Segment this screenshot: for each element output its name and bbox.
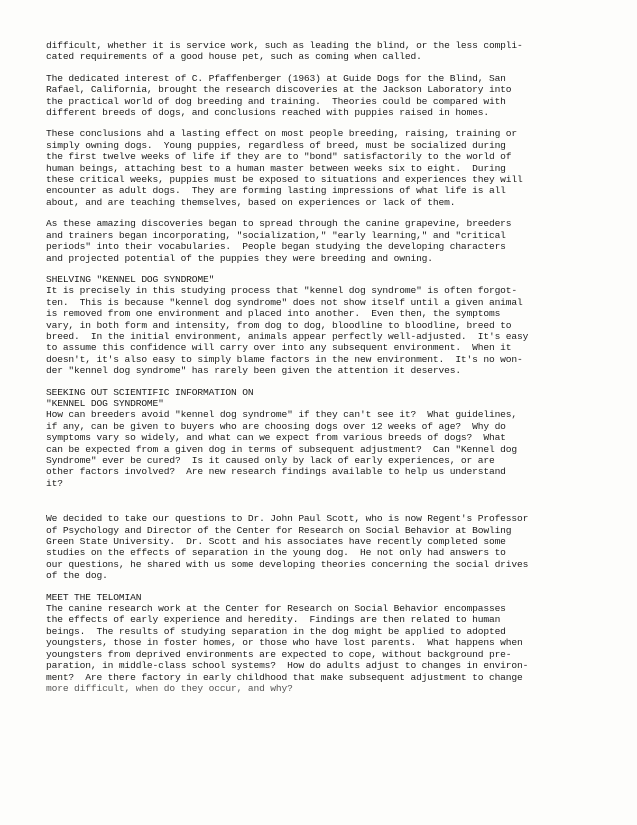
text-line: beings. The results of studying separation in the dog might be applied to adopted — [46, 625, 506, 637]
shelving-section — [46, 274, 606, 377]
text-line: The dedicated interest of C. Pfaffenberger (1963) at Guide Dogs for the Blind, San — [46, 72, 506, 84]
text-line: human beings, attaching best to a human master between weeks six to eight. During — [46, 162, 506, 174]
text-line: to assume this confidence will carry over into any subsequent environment. When it — [46, 342, 512, 354]
text-column — [46, 40, 606, 704]
text-line: is removed from one environment and placed into another. Even then, the symptoms — [46, 308, 501, 320]
text-line: ten. This is because "kennel dog syndrome" does not show itself until a given animal — [46, 296, 523, 308]
text-line: Syndrome" ever be cured? Is it caused only by lack of early experiences, or are — [46, 455, 495, 466]
text-line: it? — [46, 477, 63, 489]
text-line: our questions, he shared with us some developing theories concerning the social drives — [46, 558, 529, 570]
text-line: simply owning dogs. Young puppies, regardless of breed, must be socialized during — [46, 139, 506, 151]
text-line: periods" into their vocabularies. People began studying the developing characters — [46, 241, 506, 253]
section-heading-continued: "KENNEL DOG SYNDROME" — [46, 397, 164, 409]
text-line: difficult, whether it is service work, such as leading the blind, or the less compli- — [46, 40, 523, 51]
text-line: These conclusions ahd a lasting effect on most people breeding, raising, training or — [46, 128, 518, 140]
text-line: paration, in middle-class school systems? How do adults adjust to changes in environ- — [46, 660, 529, 672]
text-line: Rafael, California, brought the research discoveries at the Jackson Laboratory into — [46, 84, 512, 96]
scott-paragraph — [46, 513, 606, 581]
text-line: and trainers began incorporating, "socialization," "early learning," and "critical — [46, 229, 506, 241]
text-line: How can breeders avoid "kennel dog syndrome" if they can't see it? What guidelines, — [46, 409, 518, 421]
text-line: youngsters from deprived environments are expected to cope, without background pre- — [46, 648, 512, 660]
section-heading: MEET THE TELOMIAN — [46, 591, 142, 603]
text-line: the practical world of dog breeding and training. Theories could be compared with — [46, 95, 506, 107]
text-line: ment? Are there factory in early childhood that make subsequent adjustment to change — [46, 671, 523, 683]
text-line: other factors involved? Are new research findings available to help us understand — [46, 466, 506, 478]
seeking-section — [46, 387, 606, 490]
text-line: It is precisely in this studying process that "kennel dog syndrome" is often forgot- — [46, 285, 518, 297]
spacer — [46, 499, 606, 513]
text-line: The canine research work at the Center for Research on Social Behavior encompasses — [46, 603, 506, 615]
text-line: different breeds of dogs, and conclusions reached with puppies raised in homes. — [46, 107, 489, 119]
text-line: vary, in both form and intensity, from dog to dog, bloodline to bloodline, breed to — [46, 319, 512, 331]
text-line: the first twelve weeks of life if they are to "bond" satisfactorily to the world of — [46, 151, 512, 163]
text-line: encounter as adult dogs. They are forming lasting impressions of what life is all — [46, 185, 506, 197]
text-line: der "kennel dog syndrome" has rarely been given the attention it deserves. — [46, 365, 461, 377]
pfaffenberger-paragraph — [46, 73, 606, 119]
intro-paragraph — [46, 40, 606, 63]
section-heading: SHELVING "KENNEL DOG SYNDROME" — [46, 273, 215, 285]
text-line: As these amazing discoveries began to spread through the canine grapevine, breeders — [46, 218, 512, 230]
text-line: breed. In the initial environment, animals appear perfectly well-adjusted. It's easy — [46, 330, 529, 342]
text-line: can be expected from a given dog in terms of subsequent adjustment? Can "Kennel dog — [46, 443, 518, 455]
text-line: of the dog. — [46, 570, 108, 582]
conclusions-paragraph — [46, 128, 606, 208]
text-line: the effects of early experience and heredity. Findings are then related to human — [46, 614, 501, 626]
telomian-section — [46, 592, 606, 695]
text-line: doesn't, it's also easy to simply blame factors in the new environment. It's no won- — [46, 353, 523, 365]
text-line: about, and are teaching themselves, based on experiences or lack of them. — [46, 196, 456, 208]
text-line: We decided to take our questions to Dr. John Paul Scott, who is now Regent's Professor — [46, 513, 529, 525]
text-line: youngsters, those in foster homes, or those who have lost parents. What happens when — [46, 637, 523, 649]
spread-paragraph — [46, 218, 606, 264]
text-line: and projected potential of the puppies they were breeding and owning. — [46, 252, 433, 264]
text-line: these critical weeks, puppies must be exposed to situations and experiences they will — [46, 174, 523, 186]
text-line: cated requirements of a good house pet, such as coming when called. — [46, 51, 422, 63]
text-line: if any, can be given to buyers who are choosing dogs over 12 weeks of age? Why do — [46, 420, 506, 432]
text-line: more difficult, when do they occur, and why? — [46, 682, 293, 694]
text-line: symptoms vary so widely, and what can we expect from various breeds of dogs? What — [46, 432, 506, 444]
text-line: studies on the effects of separation in the young dog. He not only had answers to — [46, 547, 506, 559]
text-line: Green State University. Dr. Scott and his associates have recently completed some — [46, 536, 506, 548]
section-heading: SEEKING OUT SCIENTIFIC INFORMATION ON — [46, 386, 254, 398]
text-line: of Psychology and Director of the Center for Research on Social Behavior at Bowling — [46, 524, 512, 536]
